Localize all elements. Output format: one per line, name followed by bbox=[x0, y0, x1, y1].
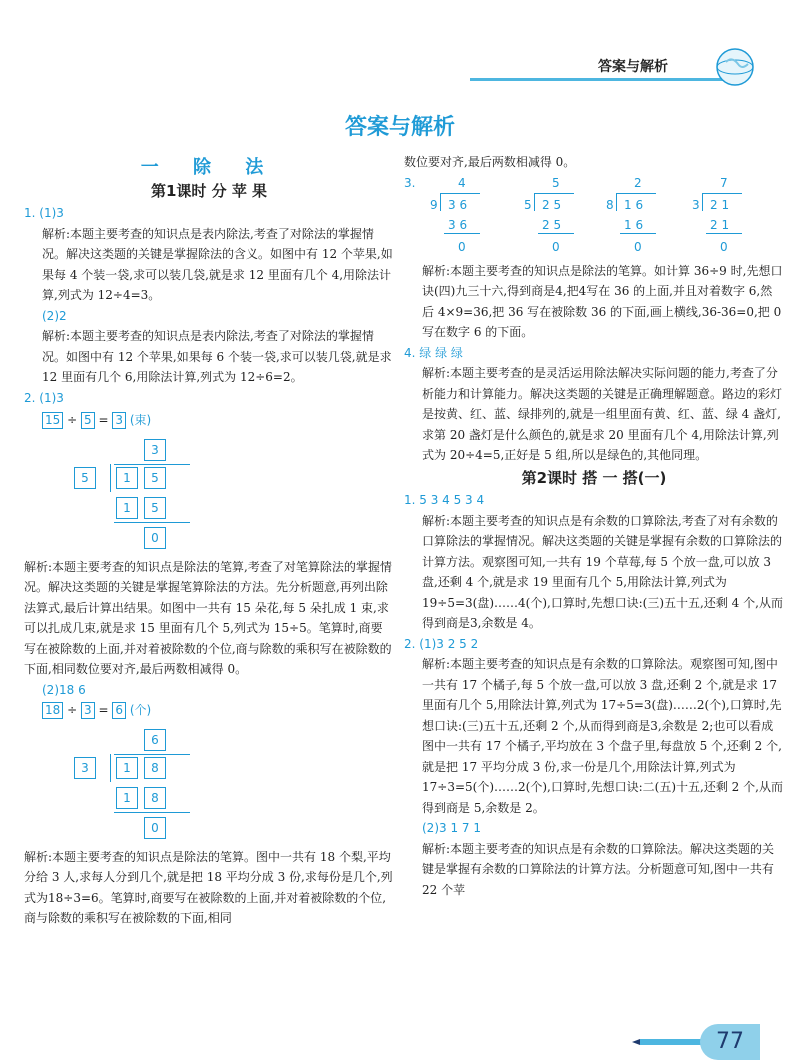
dividend: 2 1 bbox=[710, 197, 730, 212]
pencil-icon bbox=[632, 1038, 702, 1046]
analysis-text: 解析:本题主要考查的知识点是有余数的口算除法。解决这类题的关键是掌握有余数的口算除法的计算方法。分析题意可知,图中一共有 22 个苹 bbox=[422, 841, 775, 897]
lesson-title: 第2课时 搭 一 搭(一) bbox=[521, 468, 667, 487]
eq-box: 3 bbox=[81, 702, 95, 719]
right-column bbox=[404, 152, 784, 900]
eq-box: 18 bbox=[42, 702, 63, 719]
analysis-text: 解析:本题主要考查的知识点是有余数的口算除法。观察图可知,图中一共有 17 个橘子,每 5 个放一盘,可以放 3 盘,还剩 2 个,就是求 17 里面有几个 5,用除法计算,列式为 17÷5=3(盘)……2(个),口算时,先想口诀:(三)五十五,还剩 2 个,从而得到商是3,余数是 2;也可以看成图中一共有 17 个橘子,平均放在 3 个盘子里,每盘放 5 个,还剩 2 个,就是把 17 平均分成 3 份,求一份是几个,用除法计算,列式为 17÷3=5(个)……2(个),口算时,先想口诀:二(五)十五,还剩 2 个,从而得到商是 5,余数是 2。 bbox=[422, 657, 783, 815]
quotient: 7 bbox=[720, 175, 728, 190]
eq-unit: (个) bbox=[129, 703, 152, 717]
left-column bbox=[24, 158, 394, 929]
globe-icon bbox=[712, 44, 758, 90]
remainder-box: 0 bbox=[144, 817, 166, 839]
answer-label: 3. bbox=[404, 175, 416, 190]
dividend: 3 6 bbox=[448, 197, 468, 212]
eq-box: 3 bbox=[112, 412, 126, 429]
header-rule bbox=[470, 78, 730, 81]
remainder: 0 bbox=[634, 239, 642, 254]
eq-box: 5 bbox=[81, 412, 95, 429]
analysis-text: 解析:本题主要考查的知识点是除法的笔算。如计算 36÷9 时,先想口诀(四)九三十六,得到商是4,把4写在 36 的上面,并且对着数字 6,然后 4×9=36,把 36 写在被除数 36 的下面,画上横线,36-36=0,把 0 写在数字 6 的下面。 bbox=[422, 263, 783, 339]
answer-label: 1. (1)3 bbox=[24, 206, 64, 220]
quotient-box: 6 bbox=[144, 729, 166, 751]
eq-box: 15 bbox=[42, 412, 63, 429]
header-title: 答案与解析 bbox=[598, 59, 668, 75]
analysis-text: 解析:本题主要考查的知识点是有余数的口算除法,考查了对有余数的口算除法的掌握情况。解决这类题的关键是掌握有余数的口算除法的计算方法。观察图可知,一共有 19 个草莓,每 5 个放一盘,可以放 3 盘,还剩 4 个,就是求 19 里面有几个 5,用除法计算,列式为 19÷5=3(盘)……4(个),口算时,先想口诀:(三)五十五,还剩 4 个,从而得到商是3,余数是 4。 bbox=[422, 513, 783, 630]
answer-label: (2)18 6 bbox=[42, 682, 86, 697]
chapter-title: 一 除 法 bbox=[140, 157, 278, 178]
quotient: 2 bbox=[634, 175, 642, 190]
divisor: 5 bbox=[524, 197, 532, 212]
remainder: 0 bbox=[458, 239, 466, 254]
page-title: 答案与解析 bbox=[344, 115, 455, 140]
answer-label: 2. (1)3 2 5 2 bbox=[404, 636, 479, 651]
analysis-text: 解析:本题主要考查的知识点是表内除法,考查了对除法的掌握情况。如图中有 12 个苹果,如果每 6 个装一袋,求可以装几袋,就是求 12 里面有几个 6,用除法计算,列式为 12÷6=2。 bbox=[42, 329, 392, 384]
lesson-title: 第1课时 分 苹 果 bbox=[150, 181, 268, 200]
analysis-text: 解析:本题主要考查的知识点是除法的笔算。图中一共有 18 个梨,平均分给 3 人,求每人分到几个,就是把 18 平均分成 3 份,求每份是几个,列式为18÷3=6。笔算时,商要写在被除数的上面,并对着被除数的个位,商与除数的乘积写在被除数的下面,相同 bbox=[24, 849, 393, 925]
eq-op: = bbox=[98, 703, 109, 717]
remainder: 0 bbox=[552, 239, 560, 254]
eq-op: ÷ bbox=[67, 413, 78, 427]
long-division-figure bbox=[74, 431, 394, 557]
product: 3 6 bbox=[448, 217, 468, 232]
product: 1 6 bbox=[624, 217, 644, 232]
product-box: 8 bbox=[144, 787, 166, 809]
answer-label: 2. (1)3 bbox=[24, 390, 64, 405]
divisor: 8 bbox=[606, 197, 614, 212]
remainder: 0 bbox=[720, 239, 728, 254]
divisor: 9 bbox=[430, 197, 438, 212]
quotient: 4 bbox=[458, 175, 466, 190]
analysis-text: 解析:本题主要考查的知识点是表内除法,考查了对除法的掌握情况。解决这类题的关键是掌握除法的含义。如图中有 12 个苹果,如果每 4 个装一袋,求可以装几袋,就是求 12 里面有几个 4,用除法计算,列式为 12÷4=3。 bbox=[42, 226, 393, 302]
remainder-box: 0 bbox=[144, 527, 166, 549]
dividend-box: 8 bbox=[144, 757, 166, 779]
answer-label: (2)2 bbox=[42, 308, 67, 323]
dividend-box: 5 bbox=[144, 467, 166, 489]
eq-op: ÷ bbox=[67, 703, 78, 717]
product-box: 1 bbox=[116, 497, 138, 519]
dividend: 1 6 bbox=[624, 197, 644, 212]
divisor: 3 bbox=[692, 197, 700, 212]
dividend: 2 5 bbox=[542, 197, 562, 212]
eq-op: = bbox=[98, 413, 109, 427]
answer-label: 4. 绿 绿 绿 bbox=[404, 345, 463, 360]
product-box: 1 bbox=[116, 787, 138, 809]
quotient-box: 3 bbox=[144, 439, 166, 461]
product: 2 5 bbox=[542, 217, 562, 232]
continued-text: 数位要对齐,最后两数相减得 0。 bbox=[404, 155, 576, 169]
answer-label: 1. 5 3 4 5 3 4 bbox=[404, 493, 485, 507]
quotient: 5 bbox=[552, 175, 560, 190]
divisor-box: 3 bbox=[74, 757, 96, 779]
division-row bbox=[404, 173, 784, 261]
product-box: 5 bbox=[144, 497, 166, 519]
equation-row bbox=[24, 700, 394, 721]
analysis-text: 解析:本题主要考查的是灵活运用除法解决实际问题的能力,考查了分析能力和计算能力。解决这类题的关键是正确理解题意。路边的彩灯是按黄、红、蓝、绿排列的,就是一组里面有黄、红、蓝、绿 4 盏灯,求第 20 盏灯是什么颜色的,就是求 20 里面有几个 4,用除法计算,列式为 20÷4=5,正好是 5 组,所以是绿色的,其他同理。 bbox=[422, 366, 783, 462]
analysis-text: 解析:本题主要考查的知识点是除法的笔算,考查了对笔算除法的掌握情况。解决这类题的关键是掌握笔算除法的方法。先分析题意,再列出除法算式,最后计算出结果。如图中一共有 15 朵花,每 5 朵扎成 1 束,求可以扎成几束,就是求 15 里面有几个 5,列式为 15÷5。笔算时,商要写在被除数的上面,并对着被除数的个位,商与除数的乘积写在被除数的下面,相同数位要对齐,最后两数相减得 0。 bbox=[24, 559, 392, 676]
long-division-figure bbox=[74, 721, 394, 847]
eq-box: 6 bbox=[112, 702, 126, 719]
answer-label: (2)3 1 7 1 bbox=[422, 821, 481, 835]
divisor-box: 5 bbox=[74, 467, 96, 489]
page-number: 77 bbox=[700, 1024, 760, 1060]
product: 2 1 bbox=[710, 217, 730, 232]
dividend-box: 1 bbox=[116, 467, 138, 489]
dividend-box: 1 bbox=[116, 757, 138, 779]
eq-unit: (束) bbox=[129, 413, 152, 427]
equation-row bbox=[24, 410, 394, 431]
